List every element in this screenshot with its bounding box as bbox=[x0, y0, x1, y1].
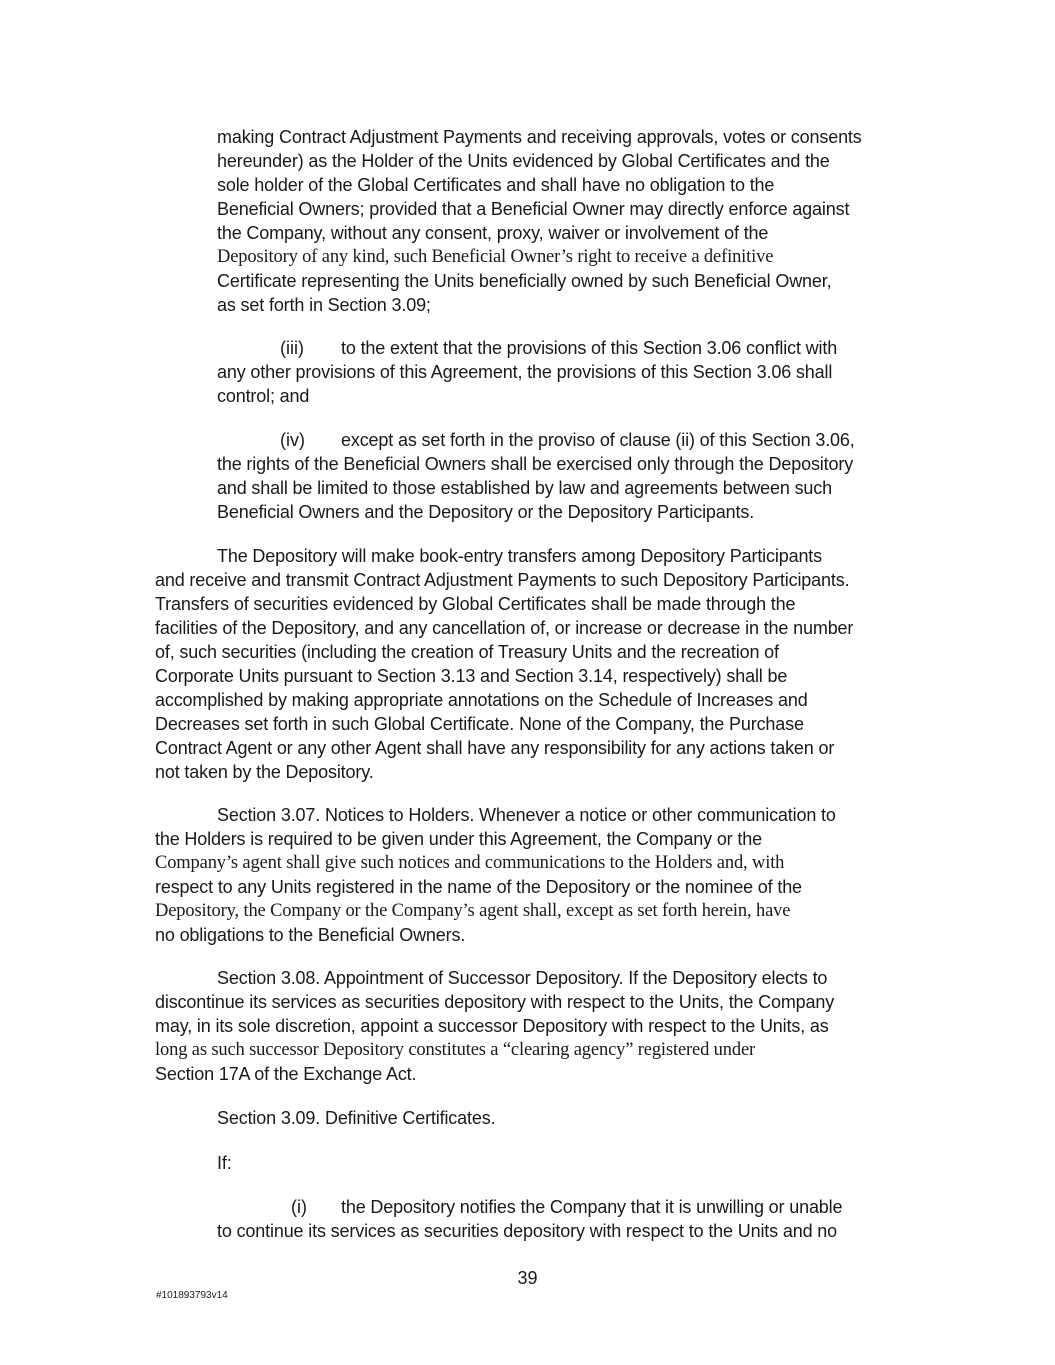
text-line: the Company, without any consent, proxy, waiver or involvement of the bbox=[217, 223, 769, 243]
section-3-07-heading-line: Section 3.07. Notices to Holders. Whenever a notice or other communication to bbox=[217, 805, 836, 825]
clause-marker-iv: (iv) bbox=[280, 430, 305, 450]
text-line: discontinue its services as securities depository with respect to the Units, the Company bbox=[155, 992, 835, 1012]
text-line: Certificate representing the Units beneficially owned by such Beneficial Owner, bbox=[217, 271, 832, 291]
text-line: as set forth in Section 3.09; bbox=[217, 295, 431, 315]
text-line: making Contract Adjustment Payments and receiving approvals, votes or consents bbox=[217, 127, 862, 147]
text-line: Decreases set forth in such Global Certificate. None of the Company, the Purchase bbox=[155, 714, 804, 734]
text-line: of, such securities (including the creation of Treasury Units and the recreation of bbox=[155, 642, 779, 662]
text-line: Beneficial Owners; provided that a Beneficial Owner may directly enforce against bbox=[217, 199, 850, 219]
text-line: sole holder of the Global Certificates and shall have no obligation to the bbox=[217, 175, 775, 195]
text-line: any other provisions of this Agreement, the provisions of this Section 3.06 shall bbox=[217, 362, 833, 382]
text-line: Company’s agent shall give such notices and communications to the Holders and, with bbox=[155, 853, 785, 873]
text-line: accomplished by making appropriate annotations on the Schedule of Increases and bbox=[155, 690, 808, 710]
section-3-08-heading-line: Section 3.08. Appointment of Successor Depository. If the Depository elects to bbox=[217, 968, 828, 988]
text-line: long as such successor Depository constitutes a “clearing agency” registered under bbox=[155, 1040, 756, 1060]
clause-marker-iii: (iii) bbox=[280, 338, 304, 358]
text-line: may, in its sole discretion, appoint a successor Depository with respect to the Units, as bbox=[155, 1016, 829, 1036]
text-line: hereunder) as the Holder of the Units evidenced by Global Certificates and the bbox=[217, 151, 830, 171]
text-line: no obligations to the Beneficial Owners. bbox=[155, 925, 466, 945]
text-line: Section 17A of the Exchange Act. bbox=[155, 1064, 417, 1084]
text-line: except as set forth in the proviso of clause (ii) of this Section 3.06, bbox=[341, 430, 855, 450]
if-line: If: bbox=[217, 1153, 232, 1173]
text-line: Contract Agent or any other Agent shall have any responsibility for any actions taken or bbox=[155, 738, 835, 758]
text-line: to continue its services as securities depository with respect to the Units and no bbox=[217, 1221, 838, 1241]
text-line: Corporate Units pursuant to Section 3.13 and Section 3.14, respectively) shall be bbox=[155, 666, 788, 686]
text-line: Depository, the Company or the Company’s agent shall, except as set forth herein, have bbox=[155, 901, 791, 921]
text-line: the Depository notifies the Company that it is unwilling or unable bbox=[341, 1197, 843, 1217]
text-line: and receive and transmit Contract Adjustment Payments to such Depository Participants. bbox=[155, 570, 850, 590]
text-line: Depository of any kind, such Beneficial Owner’s right to receive a definitive bbox=[217, 247, 774, 267]
text-line: Transfers of securities evidenced by Global Certificates shall be made through the bbox=[155, 594, 796, 614]
text-line: to the extent that the provisions of this Section 3.06 conflict with bbox=[341, 338, 838, 358]
text-line: The Depository will make book-entry transfers among Depository Participants bbox=[217, 546, 823, 566]
page-number: 39 bbox=[517, 1268, 538, 1288]
text-line: Beneficial Owners and the Depository or the Depository Participants. bbox=[217, 502, 755, 522]
text-line: and shall be limited to those established by law and agreements between such bbox=[217, 478, 832, 498]
section-3-09-heading: Section 3.09. Definitive Certificates. bbox=[217, 1108, 496, 1128]
text-line: the rights of the Beneficial Owners shall be exercised only through the Depository bbox=[217, 454, 854, 474]
text-line: not taken by the Depository. bbox=[155, 762, 374, 782]
text-line: control; and bbox=[217, 386, 310, 406]
text-line: respect to any Units registered in the name of the Depository or the nominee of the bbox=[155, 877, 802, 897]
document-id: #101893793v14 bbox=[156, 1290, 228, 1301]
text-line: the Holders is required to be given under this Agreement, the Company or the bbox=[155, 829, 762, 849]
text-line: facilities of the Depository, and any cancellation of, or increase or decrease in the number bbox=[155, 618, 854, 638]
clause-marker-i: (i) bbox=[291, 1197, 307, 1217]
